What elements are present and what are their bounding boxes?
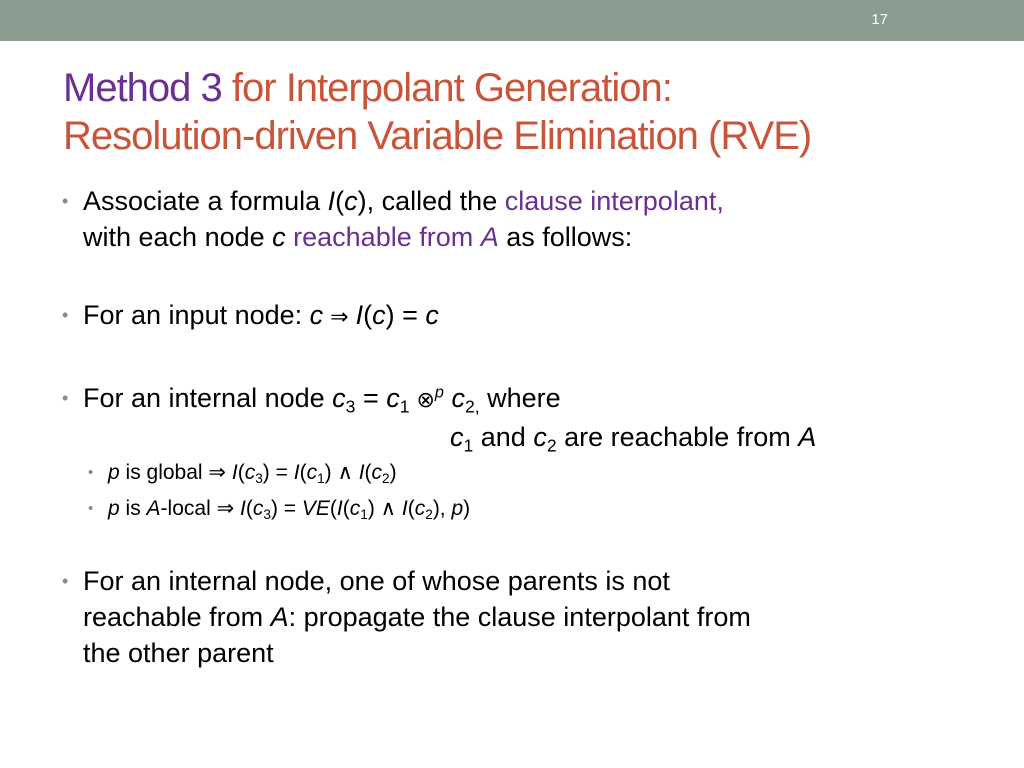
- bullet-line: [83, 419, 992, 455]
- math-I: I: [355, 300, 364, 330]
- bullet-input-node: [62, 297, 992, 336]
- math-I: I: [327, 186, 336, 216]
- math-c: c: [414, 497, 426, 520]
- paren: ): [385, 300, 395, 330]
- sub-bullet-global: [88, 455, 992, 491]
- text: , called the: [366, 186, 505, 216]
- equals: =: [394, 300, 426, 330]
- text: with each node: [83, 222, 273, 252]
- top-bar: [0, 0, 1024, 41]
- math-c: c: [332, 383, 346, 413]
- title-method: Method 3: [63, 66, 222, 110]
- math-I: I: [240, 497, 246, 520]
- sub-bullet-a-local: [88, 491, 992, 527]
- math-c: c: [386, 383, 400, 413]
- subscript: 3: [263, 507, 271, 523]
- bullet-line: [83, 599, 992, 635]
- text: is global ⇒: [119, 461, 232, 484]
- math-I: I: [293, 461, 300, 484]
- paren: ): [463, 497, 471, 520]
- highlight-reachable: reachable from: [285, 222, 481, 252]
- text: and: [473, 422, 534, 452]
- text: ) ∧: [324, 461, 359, 484]
- bullet-internal-node: [62, 380, 992, 455]
- text: For an input node:: [83, 300, 310, 330]
- slide-number: 17: [871, 11, 888, 28]
- slide-title: [63, 64, 1003, 160]
- title-line-1: [63, 64, 1003, 112]
- math-c: c: [244, 461, 256, 484]
- math-c: c: [443, 383, 465, 413]
- bullet-line: [83, 183, 992, 219]
- text: reachable from: [83, 602, 271, 632]
- paren: (: [342, 497, 350, 520]
- paren: (: [299, 461, 307, 484]
- math-A: A: [270, 602, 289, 632]
- subscript: 1: [360, 507, 368, 523]
- paren: (: [335, 186, 345, 216]
- math-c: c: [344, 186, 358, 216]
- math-c: c: [306, 461, 318, 484]
- implies-symbol: ⇒: [323, 305, 356, 330]
- math-I: I: [401, 497, 408, 520]
- math-c: c: [252, 497, 264, 520]
- bullet-line: • For an internal node, one of whose parents is not: [83, 566, 670, 596]
- subscript: 2: [382, 471, 390, 487]
- subscript: 1: [463, 435, 474, 456]
- subscript: 3: [345, 396, 356, 417]
- math-c: c: [272, 222, 286, 252]
- math-p: p: [108, 497, 120, 520]
- text: is: [119, 497, 147, 520]
- resolution-operator: ⊗: [409, 388, 435, 413]
- math-VE: VE: [301, 497, 330, 520]
- bullet-line: [83, 219, 992, 255]
- bullet-associate: [62, 183, 992, 255]
- paren: (: [407, 497, 415, 520]
- text: ),: [432, 497, 452, 520]
- text: as follows:: [498, 222, 633, 252]
- math-c: c: [371, 461, 383, 484]
- text: For an internal node: [83, 383, 333, 413]
- math-p: p: [451, 497, 464, 520]
- text: Associate a formula: [83, 186, 328, 216]
- paren: ): [357, 186, 367, 216]
- subscript: 2: [425, 507, 433, 523]
- paren: (: [245, 497, 253, 520]
- text: : propagate the clause interpolant from: [288, 602, 751, 632]
- highlight-clause-interpolant: clause interpolant,: [504, 186, 724, 216]
- paren: (: [364, 461, 372, 484]
- subscript: 3: [255, 471, 263, 487]
- bullet-propagate: [62, 563, 992, 671]
- title-line-2: Resolution-driven Variable Elimination (RVE): [63, 114, 812, 158]
- text: are reachable from: [556, 422, 799, 452]
- math-I: I: [358, 461, 365, 484]
- subscript: 2,: [464, 396, 480, 417]
- equals: =: [355, 383, 387, 413]
- bullet-line: the other parent: [83, 638, 274, 668]
- math-c: c: [349, 497, 361, 520]
- math-I: I: [231, 461, 238, 484]
- text: ) =: [270, 497, 302, 520]
- bullet-line: [83, 380, 992, 419]
- slide-content: [62, 183, 992, 671]
- paren: (: [363, 300, 373, 330]
- text: where: [479, 383, 561, 413]
- text: ) ∧: [367, 497, 402, 520]
- math-c: c: [425, 300, 439, 330]
- math-A: A: [146, 497, 161, 520]
- paren: (: [237, 461, 245, 484]
- subscript: 2: [546, 435, 557, 456]
- math-A: A: [480, 222, 499, 252]
- math-c: c: [309, 300, 324, 330]
- subscript: 1: [399, 396, 410, 417]
- title-rest: for Interpolant Generation:: [221, 66, 672, 110]
- math-c: c: [372, 300, 386, 330]
- math-p: p: [108, 461, 120, 484]
- math-A: A: [798, 422, 817, 452]
- text: ) =: [262, 461, 294, 484]
- text: -local ⇒: [160, 497, 240, 520]
- subscript: 1: [317, 471, 325, 487]
- math-c: c: [450, 422, 464, 452]
- paren: ): [389, 461, 397, 484]
- math-p: p: [434, 383, 444, 402]
- math-I: I: [336, 497, 343, 520]
- math-c: c: [533, 422, 547, 452]
- paren: (: [329, 497, 337, 520]
